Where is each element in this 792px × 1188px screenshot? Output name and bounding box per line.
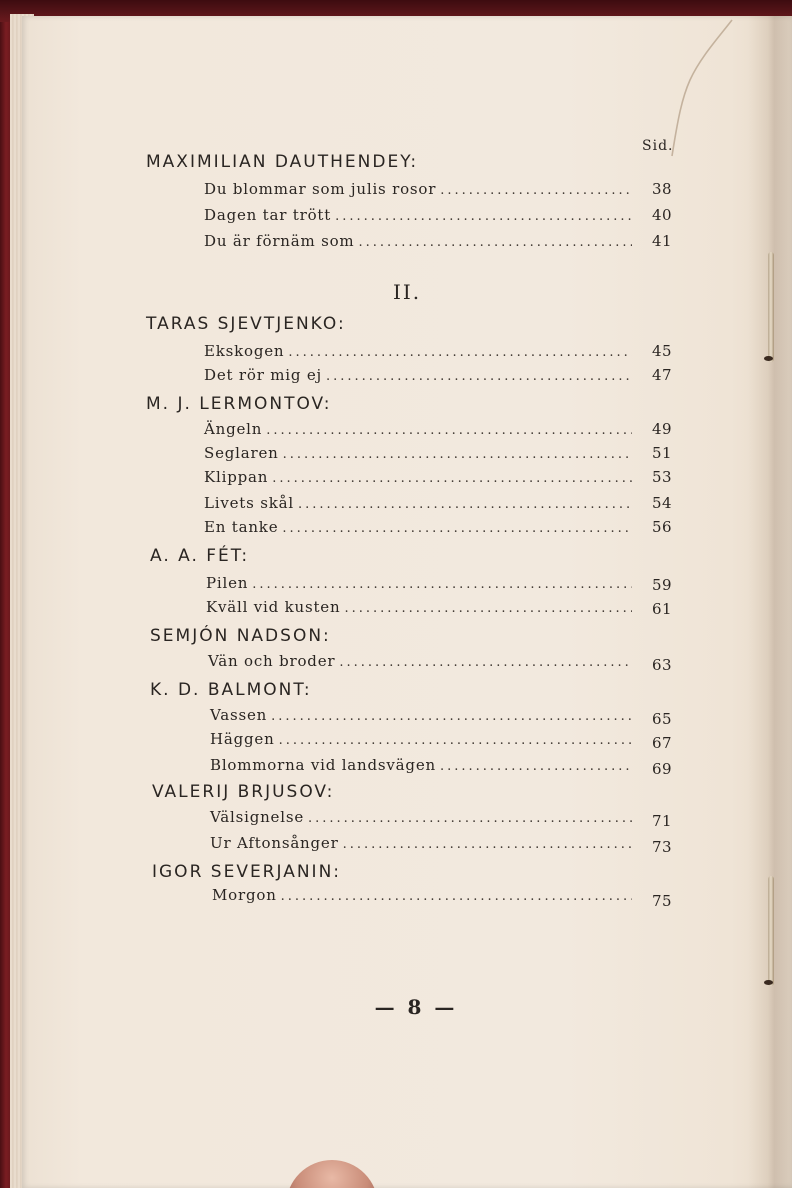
poem-title: Blommorna vid landsvägen (210, 756, 436, 774)
dot-leader (279, 733, 632, 748)
toc-entry (204, 518, 636, 538)
poem-title: Vassen (210, 706, 268, 724)
poem-title: Livets skål (204, 494, 294, 512)
poem-title: Ur Aftonsånger (210, 834, 339, 852)
poem-page-number: 59 (651, 576, 673, 594)
poem-title: Häggen (210, 730, 275, 748)
toc-entry (204, 444, 636, 464)
dot-leader (343, 837, 632, 852)
toc-entry (204, 180, 636, 200)
dot-leader (339, 655, 632, 670)
dot-leader (288, 345, 632, 360)
poem-title: Ekskogen (204, 342, 285, 360)
dot-leader (308, 811, 632, 826)
toc-entry (210, 756, 636, 776)
poem-title: Pilen (206, 574, 249, 592)
toc-entry (210, 706, 636, 726)
section-number: II. (393, 280, 422, 304)
poem-page-number: 51 (651, 444, 673, 462)
poem-page-number: 71 (651, 812, 673, 830)
dot-leader (358, 235, 632, 250)
poem-title: Du är förnäm som (204, 232, 355, 250)
poem-page-number: 45 (651, 342, 673, 360)
author-heading: TARAS SJEVTJENKO: (146, 314, 346, 334)
toc-entry (204, 420, 636, 440)
poem-page-number: 38 (651, 180, 673, 198)
dot-leader (271, 709, 632, 724)
poem-title: Seglaren (204, 444, 279, 462)
poem-title: Klippan (204, 468, 269, 486)
poem-page-number: 69 (651, 760, 673, 778)
poem-title: Ängeln (204, 420, 263, 438)
poem-page-number: 75 (651, 892, 673, 910)
toc-entry (204, 494, 636, 514)
poem-page-number: 47 (651, 366, 673, 384)
page-column-label: Sid. (642, 138, 674, 154)
poem-page-number: 56 (651, 518, 673, 536)
poem-title: Dagen tar trött (204, 206, 332, 224)
dot-leader (344, 601, 632, 616)
toc-entry (204, 468, 636, 488)
dot-leader (335, 209, 632, 224)
poem-title: Välsignelse (210, 808, 305, 826)
author-heading: VALERIJ BRJUSOV: (152, 782, 335, 802)
poem-page-number: 67 (651, 734, 673, 752)
poem-page-number: 41 (651, 232, 673, 250)
poem-page-number: 73 (651, 838, 673, 856)
poem-page-number: 61 (651, 600, 673, 618)
toc-entry (204, 232, 636, 252)
poem-page-number: 63 (651, 656, 673, 674)
dot-leader (272, 471, 632, 486)
author-heading: K. D. BALMONT: (150, 680, 312, 700)
toc-entry (204, 342, 636, 362)
dot-leader (298, 497, 632, 512)
page-number-footer: — 8 — (374, 995, 458, 1019)
poem-page-number: 65 (651, 710, 673, 728)
dot-leader (283, 447, 632, 462)
dot-leader (266, 423, 632, 438)
poem-title: En tanke (204, 518, 279, 536)
poem-title: Det rör mig ej (204, 366, 322, 384)
poem-title: Morgon (212, 886, 277, 904)
toc-entry (210, 730, 636, 750)
author-heading: A. A. FÉT: (150, 546, 250, 566)
poem-page-number: 49 (651, 420, 673, 438)
author-heading: IGOR SEVERJANIN: (152, 862, 342, 882)
poem-title: Du blommar som julis rosor (204, 180, 437, 198)
toc-entry (208, 652, 636, 672)
toc-entry (206, 598, 636, 618)
poem-page-number: 53 (651, 468, 673, 486)
author-heading: MAXIMILIAN DAUTHENDEY: (146, 152, 419, 172)
toc-entry (206, 574, 636, 594)
dot-leader (326, 369, 632, 384)
toc-entry (212, 886, 636, 906)
dot-leader (282, 521, 632, 536)
author-heading: M. J. LERMONTOV: (146, 394, 332, 414)
poem-page-number: 40 (651, 206, 673, 224)
toc-entry (204, 206, 636, 226)
dot-leader (281, 889, 632, 904)
dot-leader (252, 577, 632, 592)
poem-title: Vän och broder (208, 652, 336, 670)
poem-title: Kväll vid kusten (206, 598, 341, 616)
dot-leader (440, 183, 632, 198)
dot-leader (440, 759, 632, 774)
toc-entry (210, 834, 636, 854)
toc-entry (210, 808, 636, 828)
poem-page-number: 54 (651, 494, 673, 512)
author-heading: SEMJÓN NADSON: (150, 626, 331, 646)
toc-entry (204, 366, 636, 386)
